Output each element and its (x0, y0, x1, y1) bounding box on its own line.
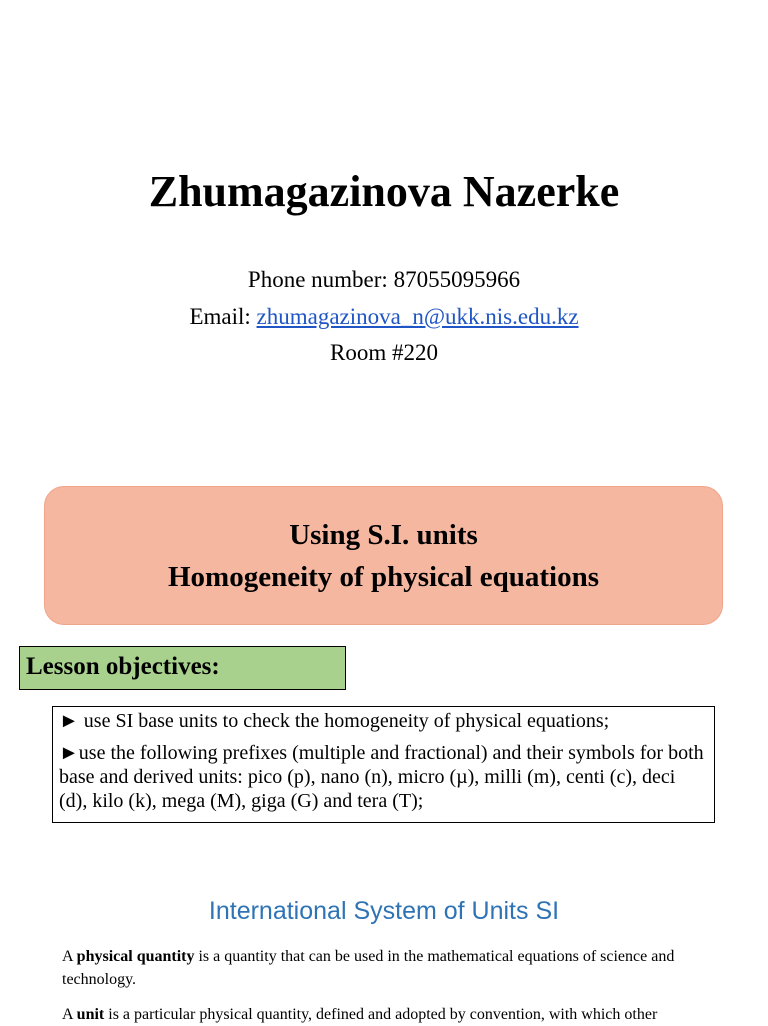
lesson-objectives-list (52, 706, 715, 823)
bullet-arrow-icon: ► (59, 742, 79, 764)
objective-item (59, 709, 708, 733)
email-link[interactable]: zhumagazinova_n@ukk.nis.edu.kz (256, 304, 579, 329)
paragraph-term: physical quantity (76, 948, 195, 965)
paragraph-prefix: A (62, 1006, 77, 1023)
author-name: Zhumagazinova Nazerke (148, 167, 620, 216)
phone-label: Phone number: (247, 267, 394, 292)
phone-line (0, 265, 768, 295)
lesson-topic-box (44, 486, 723, 625)
email-line (0, 302, 768, 332)
room-number: Room #220 (330, 340, 438, 365)
phone-number: 87055095966 (393, 267, 521, 292)
paragraph-body: is a quantity that can be used in the mathematical equations of science and technology. (62, 948, 675, 988)
objective-item (59, 741, 708, 813)
definition-paragraph (62, 945, 722, 991)
email-label: Email: (189, 304, 257, 329)
definition-paragraph (62, 1003, 722, 1026)
topic-title-line-1: Using S.I. units (289, 518, 478, 551)
section-title: International System of Units SI (208, 897, 560, 925)
paragraph-prefix: A (62, 948, 77, 965)
objective-text: use the following prefixes (multiple and fractional) and their symbols for both base and derived units: pico (p), nano (n), micro (µ), milli (m), centi (c), deci (d), kilo (k), mega (M), giga (G) and tera (T); (59, 742, 704, 812)
bullet-arrow-icon: ► (59, 710, 79, 732)
lesson-objectives-heading: Lesson objectives: (19, 646, 346, 690)
objective-text: use SI base units to check the homogeneity of physical equations; (78, 710, 610, 732)
paragraph-term: unit (76, 1006, 105, 1023)
topic-title-line-2: Homogeneity of physical equations (168, 560, 599, 593)
paragraph-body: is a particular physical quantity, defined and adopted by convention, with which other (104, 1006, 658, 1023)
